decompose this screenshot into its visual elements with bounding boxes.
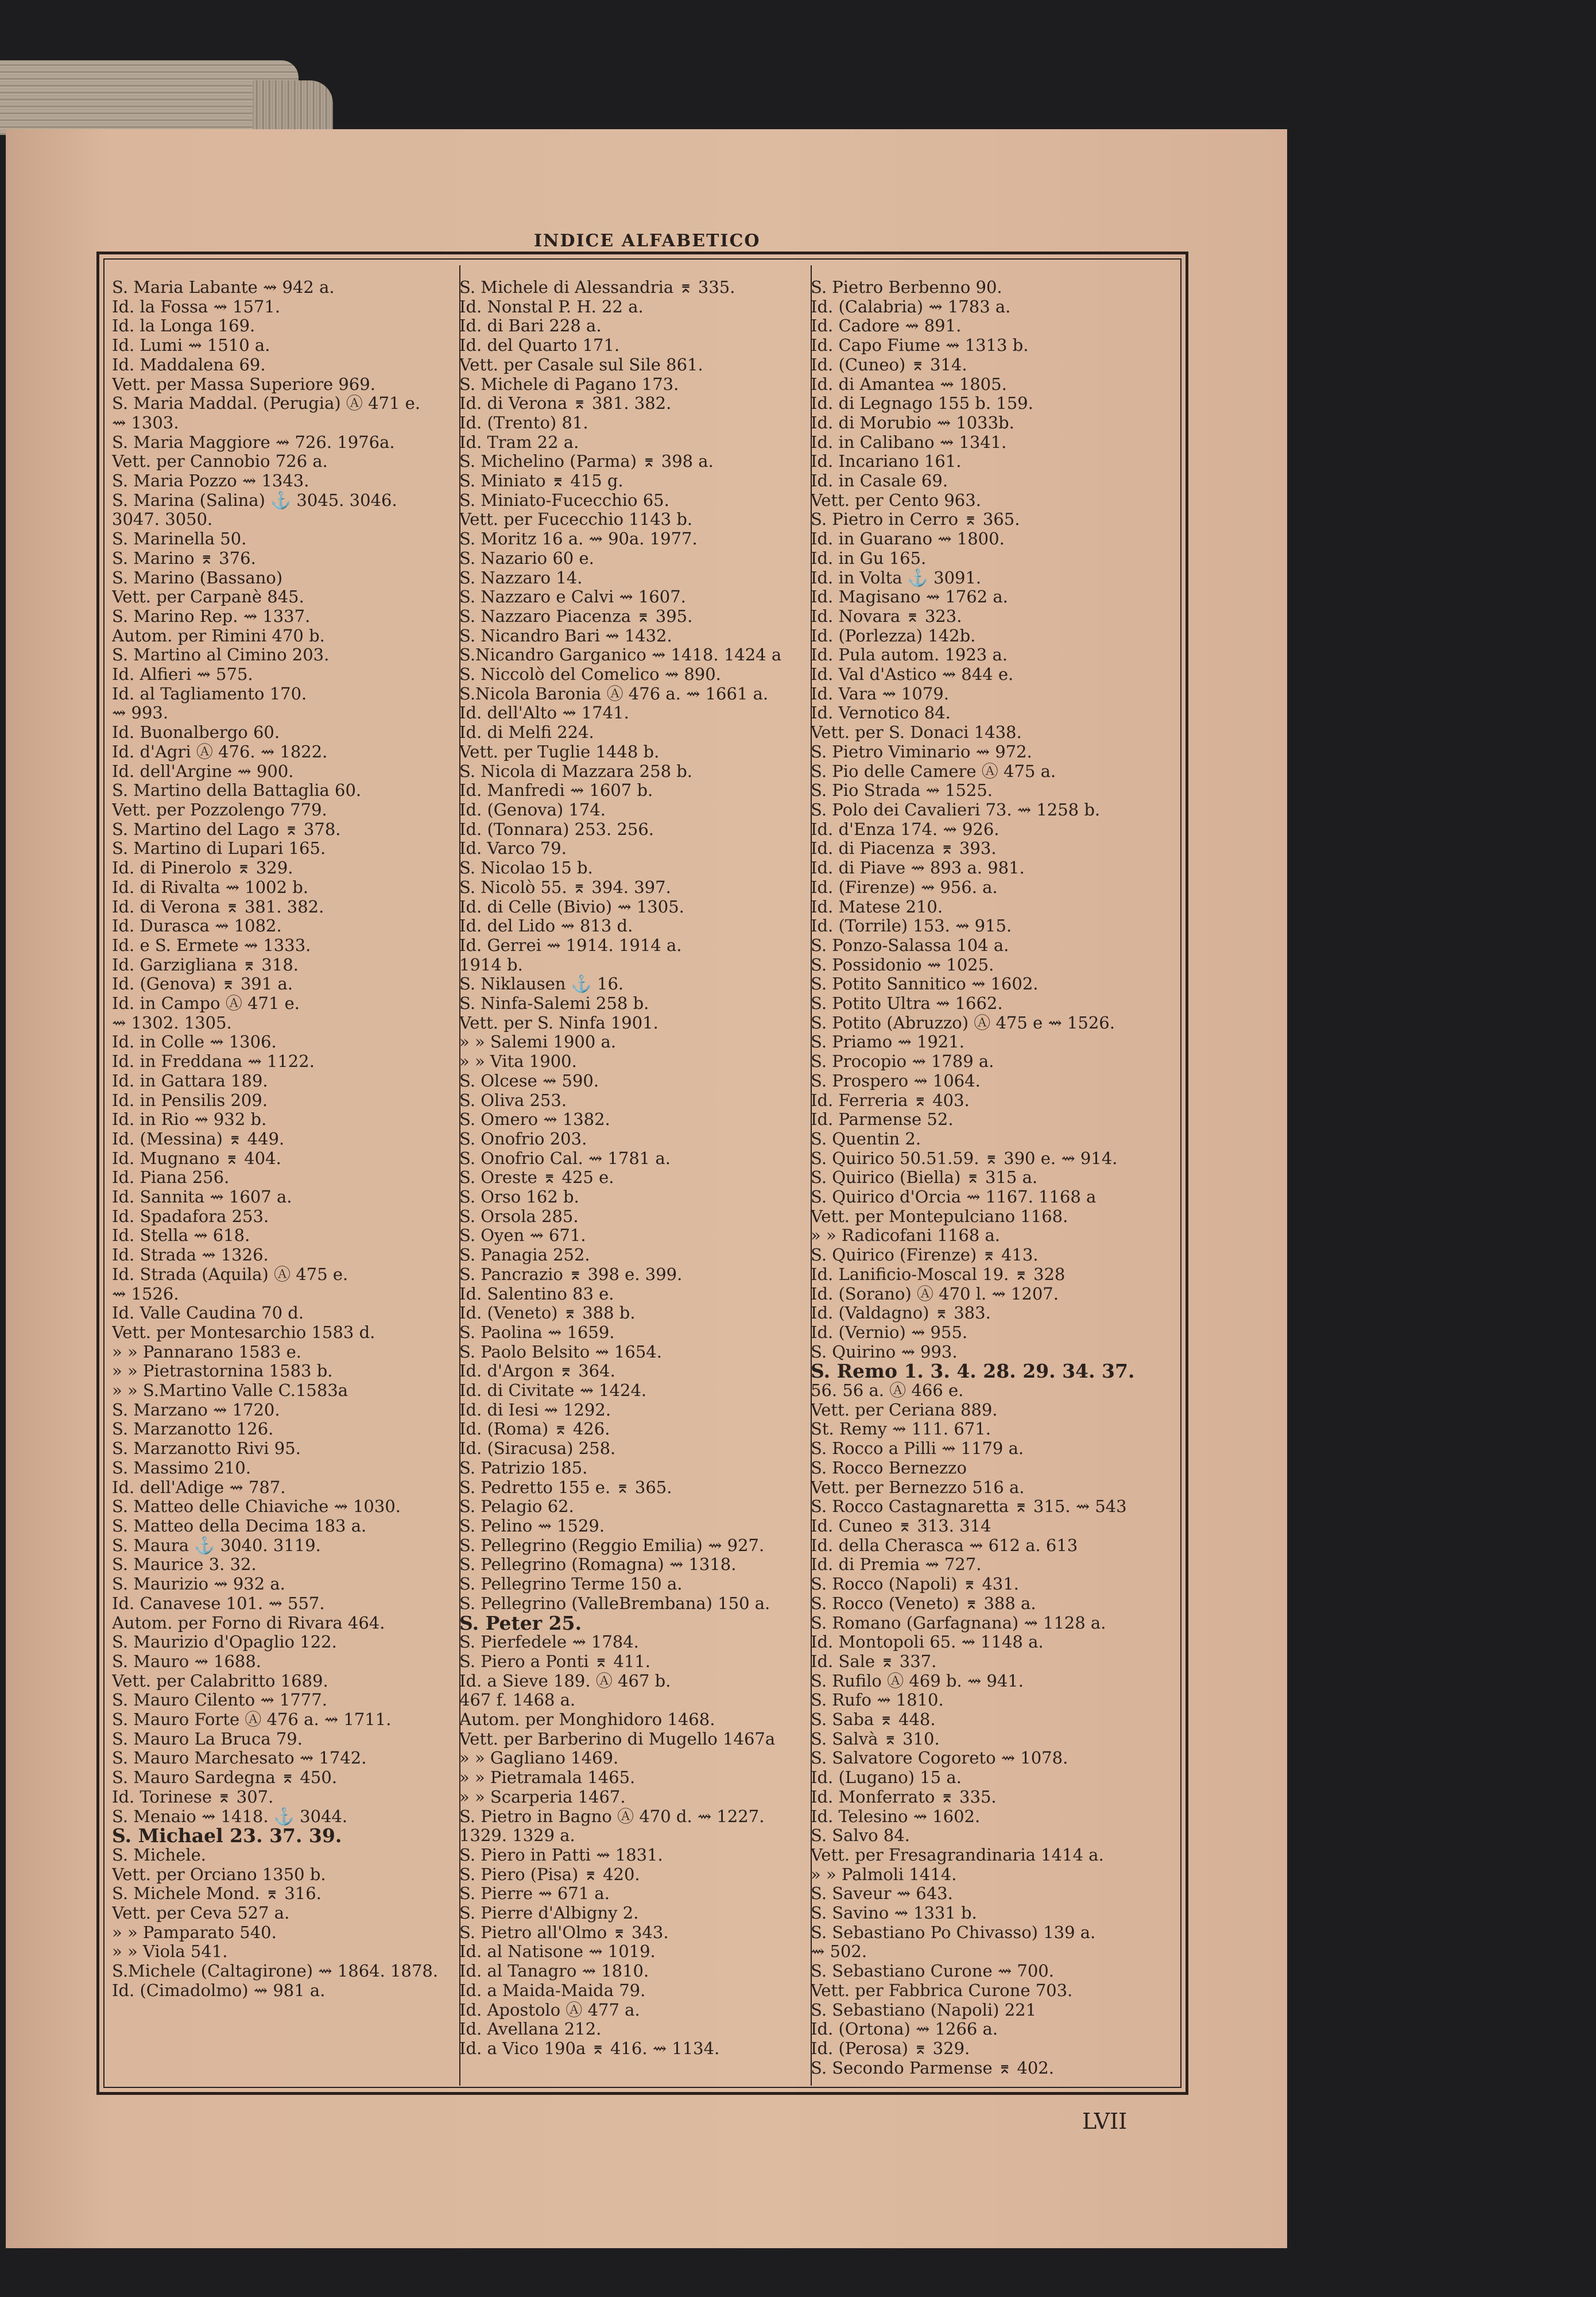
index-entry: S. Niccolò del Comelico ⇝ 890. [459,665,721,685]
index-entry: Vett. per S. Ninfa 1901. [459,1013,658,1033]
index-entry: S. Panagia 252. [459,1246,590,1265]
index-entry: Vett. per Massa Superiore 969. [112,374,375,394]
index-entry: S. Quentin 2. [811,1129,921,1148]
index-entry: S. Quirico (Biella) ⌆ 315 a. [811,1168,1038,1188]
index-entry: S. Quirico (Firenze) ⌆ 413. [811,1246,1039,1265]
index-entry: Id. Piana 256. [112,1168,230,1188]
index-entry: S. Maria Labante ⇝ 942 a. [112,278,335,297]
index-entry: Id. Spadafora 253. [112,1206,269,1226]
index-entry: Id. d'Agri Ⓐ 476. ⇝ 1822. [112,742,328,761]
index-entry: Id. a Maida-Maida 79. [459,1981,646,2000]
index-entry: Id. Telesino ⇝ 1602. [811,1807,981,1826]
index-entry: » » Radicofani 1168 a. [811,1226,1000,1246]
index-entry: S. Orso 162 b. [459,1188,579,1207]
index-entry: Id. (Ortona) ⇝ 1266 a. [811,2020,998,2039]
index-entry: Id. (Porlezza) 142b. [811,626,976,645]
index-entry: S. Nazzaro 14. [459,568,583,587]
index-entry: Id. e S. Ermete ⇝ 1333. [112,935,311,955]
index-entry: S. Pio delle Camere Ⓐ 475 a. [811,761,1056,781]
index-entry: S. Pierre ⇝ 671 a. [459,1884,610,1904]
index-entry: 1914 b. [459,955,523,975]
index-entry: Vett. per Fucecchio 1143 b. [459,510,693,529]
index-entry: Id. Matese 210. [811,897,943,917]
index-entry: Id. (Cimadolmo) ⇝ 981 a. [112,1981,326,2000]
index-entry: S. Nicolao 15 b. [459,859,593,878]
index-entry: Id. (Valdagno) ⌆ 383. [811,1304,991,1323]
index-entry: 1329. 1329 a. [459,1826,575,1846]
index-entry: S. Maurizio d'Opaglio 122. [112,1633,337,1652]
index-entry: » » Viola 541. [112,1942,228,1962]
index-entry: Id. dell'Argine ⇝ 900. [112,761,294,781]
index-entry: S. Pio Strada ⇝ 1525. [811,781,993,801]
index-entry: Id. di Celle (Bivio) ⇝ 1305. [459,897,684,917]
index-entry: Id. Vernotico 84. [811,703,951,723]
index-entry: Id. Torinese ⌆ 307. [112,1787,274,1807]
index-entry: S. Salvo 84. [811,1826,910,1846]
index-entry: S. Paolina ⇝ 1659. [459,1322,615,1342]
index-entry: Id. Montopoli 65. ⇝ 1148 a. [811,1633,1044,1652]
index-entry: S. Pietro all'Olmo ⌆ 343. [459,1923,669,1942]
index-entry: S. Pietro Berbenno 90. [811,278,1002,297]
index-entry: Id. di Legnago 155 b. 159. [811,394,1033,413]
index-entry: Id. Manfredi ⇝ 1607 b. [459,781,653,801]
index-entry: Autom. per Rimini 470 b. [112,626,325,645]
index-entry: S. Peter 25. [459,1613,582,1633]
index-entry: Id. in Campo Ⓐ 471 e. [112,994,300,1014]
index-entry: Id. di Civitate ⇝ 1424. [459,1381,647,1401]
index-entry: Id. al Tanagro ⇝ 1810. [459,1962,649,1981]
index-entry: Id. Capo Fiume ⇝ 1313 b. [811,336,1029,355]
index-entry: Id. Strada (Aquila) Ⓐ 475 e. [112,1264,348,1284]
index-entry: S. Nicandro Bari ⇝ 1432. [459,626,672,645]
index-entry: S. Michelino (Parma) ⌆ 398 a. [459,452,714,471]
index-entry: S. Michele Mond. ⌆ 316. [112,1884,321,1904]
index-entry: Id. Sale ⌆ 337. [811,1652,937,1671]
index-entry: Vett. per Cannobio 726 a. [112,452,328,471]
index-entry: S. Piero (Pisa) ⌆ 420. [459,1865,640,1884]
index-entry: Id. d'Enza 174. ⇝ 926. [811,819,1000,839]
index-entry: S. Potito (Abruzzo) Ⓐ 475 e ⇝ 1526. [811,1013,1115,1033]
index-entry: Id. Buonalbergo 60. [112,723,280,743]
index-entry: Id. in Gattara 189. [112,1071,268,1091]
index-entry: S. Rufilo Ⓐ 469 b. ⇝ 941. [811,1671,1024,1691]
index-entry: Vett. per Tuglie 1448 b. [459,742,660,761]
index-entry: S. Nicola di Mazzara 258 b. [459,761,693,781]
index-entry: S. Rufo ⇝ 1810. [811,1691,944,1710]
index-entry: Id. (Trento) 81. [459,413,588,432]
index-entry: Id. d'Argon ⌆ 364. [459,1362,615,1381]
index-entry: Id. in Colle ⇝ 1306. [112,1033,277,1052]
index-entry: » » Pamparato 540. [112,1923,277,1942]
index-entry: S. Pellegrino Terme 150 a. [459,1575,683,1594]
index-entry: S. Mauro La Bruca 79. [112,1729,303,1749]
index-entry: Id. al Tagliamento 170. [112,684,307,703]
index-entry: S. Potito Ultra ⇝ 1662. [811,994,1003,1014]
index-entry: S. Nazzaro e Calvi ⇝ 1607. [459,587,686,607]
index-entry: S. Matteo delle Chiaviche ⇝ 1030. [112,1497,401,1517]
index-entry: S. Ninfa-Salemi 258 b. [459,994,649,1014]
index-entry: Id. Valle Caudina 70 d. [112,1304,304,1323]
index-entry: S. Marina (Salina) ⚓ 3045. 3046. [112,490,397,510]
index-entry: Id. Mugnano ⌆ 404. [112,1148,281,1168]
index-entry: Id. Vara ⇝ 1079. [811,684,949,703]
index-entry: S. Pedretto 155 e. ⌆ 365. [459,1478,672,1497]
index-entry: » » S.Martino Valle C.1583a [112,1381,348,1401]
index-entry: S. Salvà ⌆ 310. [811,1729,940,1749]
index-entry: Vett. per Orciano 1350 b. [112,1865,326,1884]
index-column-2 [459,278,809,2059]
index-entry: S. Martino al Cimino 203. [112,645,330,665]
index-entry: S. Maria Pozzo ⇝ 1343. [112,471,309,491]
index-entry: » » Pietramala 1465. [459,1768,636,1788]
index-entry: Vett. per Montepulciano 1168. [811,1206,1068,1226]
index-entry: Id. di Rivalta ⇝ 1002 b. [112,877,309,897]
index-entry: Id. (Torrile) 153. ⇝ 915. [811,917,1012,936]
index-entry: Id. dell'Adige ⇝ 787. [112,1478,286,1497]
index-entry: » » Pietrastornina 1583 b. [112,1362,333,1381]
index-entry: S. Sebastiano Po Chivasso) 139 a. [811,1923,1096,1942]
index-entry: Id. (Vernio) ⇝ 955. [811,1322,968,1342]
index-column-1 [112,278,462,2001]
index-entry: S. Martino del Lago ⌆ 378. [112,819,341,839]
index-entry: Id. in Rio ⇝ 932 b. [112,1110,267,1130]
index-entry: » » Salemi 1900 a. [459,1033,617,1052]
page-number: LVII [1082,2109,1128,2134]
index-entry: 3047. 3050. [112,510,213,529]
index-entry: Id. a Sieve 189. Ⓐ 467 b. [459,1671,671,1691]
index-entry: S. Rocco (Napoli) ⌆ 431. [811,1575,1019,1594]
index-entry: S. Savino ⇝ 1331 b. [811,1904,977,1923]
index-entry: S. Marzanotto Rivi 95. [112,1439,301,1459]
index-entry: Id. la Fossa ⇝ 1571. [112,297,281,316]
index-entry: Vett. per Barberino di Mugello 1467a [459,1729,776,1749]
index-entry: S. Michele di Alessandria ⌆ 335. [459,278,735,297]
index-entry: S. Mauro Forte Ⓐ 476 a. ⇝ 1711. [112,1710,392,1730]
index-entry: S. Moritz 16 a. ⇝ 90a. 1977. [459,529,698,549]
index-entry: S. Orsola 285. [459,1206,579,1226]
index-entry: Id. in Casale 69. [811,471,948,491]
index-entry: 56. 56 a. Ⓐ 466 e. [811,1381,964,1401]
index-entry: Id. Garzigliana ⌆ 318. [112,955,299,975]
index-entry: Vett. per Fresagrandinaria 1414 a. [811,1845,1104,1865]
index-entry: Id. in Pensilis 209. [112,1091,268,1110]
index-entry: Id. (Cuneo) ⌆ 314. [811,355,967,374]
index-entry: Id. (Genova) 174. [459,800,606,819]
index-entry: Id. Gerrei ⇝ 1914. 1914 a. [459,935,682,955]
index-entry: Id. Stella ⇝ 618. [112,1226,250,1246]
index-entry: S. Mauro Sardegna ⌆ 450. [112,1768,338,1788]
index-entry: Id. in Gu 165. [811,548,927,568]
page-header: INDICE ALFABETICO [534,231,761,251]
index-entry: S. Michael 23. 37. 39. [112,1826,342,1846]
index-entry: S. Polo dei Cavalieri 73. ⇝ 1258 b. [811,800,1101,819]
index-entry: S. Saba ⌆ 448. [811,1710,936,1730]
index-entry: S.Nicola Baronia Ⓐ 476 a. ⇝ 1661 a. [459,684,769,703]
index-entry: S. Onofrio Cal. ⇝ 1781 a. [459,1148,671,1168]
index-entry: ⇝ 502. [811,1942,867,1962]
index-entry: Id. Monferrato ⌆ 335. [811,1787,997,1807]
index-entry: Id. del Quarto 171. [459,336,620,355]
index-entry: S. Possidonio ⇝ 1025. [811,955,994,975]
index-entry: S. Rocco a Pilli ⇝ 1179 a. [811,1439,1024,1459]
index-entry: S. Nazario 60 e. [459,548,594,568]
index-entry: S. Priamo ⇝ 1921. [811,1033,964,1052]
index-entry: Id. (Siracusa) 258. [459,1439,616,1459]
index-entry: Id. la Longa 169. [112,316,255,336]
index-entry: S. Massimo 210. [112,1458,251,1478]
index-entry: Id. dell'Alto ⇝ 1741. [459,703,629,723]
index-entry: Id. Nonstal P. H. 22 a. [459,297,644,316]
index-entry: Id. Pula autom. 1923 a. [811,645,1008,665]
index-entry: S. Marino (Bassano) [112,568,283,587]
index-entry: S. Omero ⇝ 1382. [459,1110,610,1130]
index-entry: S. Patrizio 185. [459,1458,588,1478]
index-entry: ⇝ 1526. [112,1284,179,1304]
index-entry: S. Quirino ⇝ 993. [811,1342,958,1362]
index-entry: Id. (Messina) ⌆ 449. [112,1129,285,1148]
index-entry: S. Martino della Battaglia 60. [112,781,362,801]
index-entry: Id. di Melfi 224. [459,723,594,743]
index-entry: Id. Lumi ⇝ 1510 a. [112,336,270,355]
index-entry: Id. in Volta ⚓ 3091. [811,568,982,587]
index-entry: S. Oliva 253. [459,1091,567,1110]
index-entry: Id. (Veneto) ⌆ 388 b. [459,1304,636,1323]
index-entry: Id. di Piacenza ⌆ 393. [811,839,997,859]
index-entry: S.Michele (Caltagirone) ⇝ 1864. 1878. [112,1962,439,1981]
index-entry: S. Maura ⚓ 3040. 3119. [112,1536,321,1555]
index-entry: S. Olcese ⇝ 590. [459,1071,599,1091]
index-entry: S. Marino ⌆ 376. [112,548,256,568]
index-entry: Id. di Pinerolo ⌆ 329. [112,859,293,878]
index-entry: S. Pancrazio ⌆ 398 e. 399. [459,1264,683,1284]
index-entry: Vett. per Calabritto 1689. [112,1671,328,1691]
index-entry: S. Prospero ⇝ 1064. [811,1071,981,1091]
index-entry: Id. di Amantea ⇝ 1805. [811,374,1007,394]
index-entry: » » Palmoli 1414. [811,1865,957,1884]
index-entry: Vett. per S. Donaci 1438. [811,723,1022,743]
index-entry: Id. (Sorano) Ⓐ 470 l. ⇝ 1207. [811,1284,1059,1304]
index-entry: S. Pierfedele ⇝ 1784. [459,1633,639,1652]
index-entry: S. Quirico 50.51.59. ⌆ 390 e. ⇝ 914. [811,1148,1118,1168]
index-entry: S. Remo 1. 3. 4. 28. 29. 34. 37. [811,1362,1135,1382]
index-entry: Id. Magisano ⇝ 1762 a. [811,587,1008,607]
index-entry: Id. di Morubio ⇝ 1033b. [811,413,1014,432]
index-entry: Vett. per Montesarchio 1583 d. [112,1322,375,1342]
index-entry: Id. (Tonnara) 253. 256. [459,819,654,839]
index-entry: Vett. per Carpanè 845. [112,587,304,607]
index-entry: Id. (Calabria) ⇝ 1783 a. [811,297,1011,316]
index-entry: Id. Salentino 83 e. [459,1284,614,1304]
index-entry: S. Mauro Cilento ⇝ 1777. [112,1691,327,1710]
index-entry: S. Miniato ⌆ 415 g. [459,471,623,491]
index-entry: S. Ponzo-Salassa 104 a. [811,935,1009,955]
index-entry: S. Rocco Bernezzo [811,1458,967,1478]
index-entry: Id. Novara ⌆ 323. [811,606,962,626]
index-entry: Id. (Genova) ⌆ 391 a. [112,975,293,994]
index-entry: Vett. per Casale sul Sile 861. [459,355,703,374]
index-entry: S. Pietro Viminario ⇝ 972. [811,742,1032,761]
index-entry: S. Maurizio ⇝ 932 a. [112,1575,285,1594]
index-entry: Id. Durasca ⇝ 1082. [112,917,282,936]
index-entry: S. Marzanotto 126. [112,1420,274,1439]
index-entry: S. Pellegrino (ValleBrembana) 150 a. [459,1594,770,1613]
index-entry: Id. Incariano 161. [811,452,962,471]
index-entry: S. Secondo Parmense ⌆ 402. [811,2058,1054,2078]
index-entry: S. Oreste ⌆ 425 e. [459,1168,614,1188]
index-entry: Id. del Lido ⇝ 813 d. [459,917,633,936]
index-entry: Id. (Lugano) 15 a. [811,1768,962,1788]
index-entry: Id. Parmense 52. [811,1110,954,1130]
index-entry: Id. (Firenze) ⇝ 956. a. [811,877,998,897]
index-entry: Id. Cuneo ⌆ 313. 314 [811,1517,991,1536]
index-entry: S. Michele. [112,1845,206,1865]
index-entry: Id. di Premia ⇝ 727. [811,1555,982,1575]
index-entry: Id. Alfieri ⇝ 575. [112,665,253,685]
index-entry: S. Pellegrino (Romagna) ⇝ 1318. [459,1555,737,1575]
index-entry: Vett. per Ceva 527 a. [112,1904,290,1923]
index-entry: Id. di Bari 228 a. [459,316,602,336]
index-entry: Id. di Piave ⇝ 893 a. 981. [811,859,1025,878]
index-entry: S. Marzano ⇝ 1720. [112,1400,280,1420]
index-entry: S. Sebastiano Curone ⇝ 700. [811,1962,1054,1981]
index-entry: Id. in Calibano ⇝ 1341. [811,432,1007,452]
index-entry: S. Marino Rep. ⇝ 1337. [112,606,311,626]
index-entry: S. Marinella 50. [112,529,247,549]
index-entry: S. Saveur ⇝ 643. [811,1884,953,1904]
index-entry: ⇝ 1303. [112,413,179,432]
index-entry: » » Vita 1900. [459,1052,577,1072]
index-entry: S. Pellegrino (Reggio Emilia) ⇝ 927. [459,1536,765,1555]
index-entry: S. Romano (Garfagnana) ⇝ 1128 a. [811,1613,1106,1633]
index-entry: S. Pelagio 62. [459,1497,574,1517]
index-entry: ⇝ 993. [112,703,169,723]
index-entry: S. Pelino ⇝ 1529. [459,1517,605,1536]
index-entry: Id. Canavese 101. ⇝ 557. [112,1594,325,1613]
index-entry: ⇝ 1302. 1305. [112,1013,232,1033]
index-entry: Autom. per Forno di Rivara 464. [112,1613,385,1633]
index-entry: St. Remy ⇝ 111. 671. [811,1420,991,1439]
index-entry: Id. Sannita ⇝ 1607 a. [112,1188,292,1207]
index-entry: S. Martino di Lupari 165. [112,839,326,859]
index-entry: Id. Val d'Astico ⇝ 844 e. [811,665,1014,685]
index-entry: S. Paolo Belsito ⇝ 1654. [459,1342,662,1362]
index-entry: Vett. per Fabbrica Curone 703. [811,1981,1073,2000]
index-entry: Id. Varco 79. [459,839,567,859]
index-entry: S. Niklausen ⚓ 16. [459,975,624,994]
index-entry: Id. in Guarano ⇝ 1800. [811,529,1005,549]
index-entry: S. Onofrio 203. [459,1129,587,1148]
index-entry: » » Gagliano 1469. [459,1749,619,1768]
index-entry: Id. (Roma) ⌆ 426. [459,1420,610,1439]
index-entry: Vett. per Cento 963. [811,490,981,510]
index-entry: Id. Lanificio-Moscal 19. ⌆ 328 [811,1264,1066,1284]
index-entry: Id. a Vico 190a ⌆ 416. ⇝ 1134. [459,2039,720,2058]
index-entry: Id. di Verona ⌆ 381. 382. [459,394,672,413]
index-entry: S. Maria Maggiore ⇝ 726. 1976a. [112,432,395,452]
index-entry: Id. Cadore ⇝ 891. [811,316,962,336]
index-entry: S. Oyen ⇝ 671. [459,1226,586,1246]
index-entry: Vett. per Ceriana 889. [811,1400,998,1420]
index-entry: S. Nicolò 55. ⌆ 394. 397. [459,877,671,897]
index-entry: S. Pietro in Cerro ⌆ 365. [811,510,1020,529]
index-entry: S. Matteo della Decima 183 a. [112,1517,367,1536]
index-entry: S. Procopio ⇝ 1789 a. [811,1052,994,1072]
index-entry: Id. di Verona ⌆ 381. 382. [112,897,324,917]
index-entry: S. Nazzaro Piacenza ⌆ 395. [459,606,693,626]
index-entry: S. Salvatore Cogoreto ⇝ 1078. [811,1749,1068,1768]
index-entry: S. Maria Maddal. (Perugia) Ⓐ 471 e. [112,394,421,413]
index-entry: Id. Avellana 212. [459,2020,602,2039]
index-entry: S.Nicandro Garganico ⇝ 1418. 1424 a [459,645,782,665]
index-entry: Id. Tram 22 a. [459,432,579,452]
index-entry: S. Michele di Pagano 173. [459,374,679,394]
index-entry: S. Menaio ⇝ 1418. ⚓ 3044. [112,1807,348,1826]
index-entry: S. Rocco Castagnaretta ⌆ 315. ⇝ 543 [811,1497,1127,1517]
index-entry: Id. (Perosa) ⌆ 329. [811,2039,970,2058]
index-entry: Vett. per Bernezzo 516 a. [811,1478,1025,1497]
index-entry: S. Pietro in Bagno Ⓐ 470 d. ⇝ 1227. [459,1807,765,1826]
index-entry: S. Piero a Ponti ⌆ 411. [459,1652,650,1671]
index-entry: Vett. per Pozzolengo 779. [112,800,327,819]
index-entry: S. Miniato-Fucecchio 65. [459,490,669,510]
index-entry: S. Sebastiano (Napoli) 221 [811,2000,1037,2020]
index-entry: S. Maurice 3. 32. [112,1555,257,1575]
index-entry: » » Pannarano 1583 e. [112,1342,301,1362]
index-entry: S. Piero in Patti ⇝ 1831. [459,1845,663,1865]
index-entry: S. Potito Sannitico ⇝ 1602. [811,975,1039,994]
index-entry: S. Mauro Marchesato ⇝ 1742. [112,1749,367,1768]
index-entry: S. Pierre d'Albigny 2. [459,1904,639,1923]
index-entry: Id. Ferreria ⌆ 403. [811,1091,970,1110]
index-entry: Id. Apostolo Ⓐ 477 a. [459,2000,640,2020]
index-entry: S. Quirico d'Orcia ⇝ 1167. 1168 a [811,1188,1097,1207]
index-entry: 467 f. 1468 a. [459,1691,576,1710]
index-entry: Autom. per Monghidoro 1468. [459,1710,715,1730]
index-entry: » » Scarperia 1467. [459,1787,626,1807]
index-entry: Id. al Natisone ⇝ 1019. [459,1942,656,1962]
index-entry: Id. Strada ⇝ 1326. [112,1246,269,1265]
index-entry: S. Mauro ⇝ 1688. [112,1652,262,1671]
index-entry: Id. di Iesi ⇝ 1292. [459,1400,611,1420]
index-entry: Id. della Cherasca ⇝ 612 a. 613 [811,1536,1078,1555]
index-entry: Id. in Freddana ⇝ 1122. [112,1052,315,1072]
index-entry: S. Rocco (Veneto) ⌆ 388 a. [811,1594,1036,1613]
index-column-3 [811,278,1161,2078]
index-entry: Id. Maddalena 69. [112,355,266,374]
